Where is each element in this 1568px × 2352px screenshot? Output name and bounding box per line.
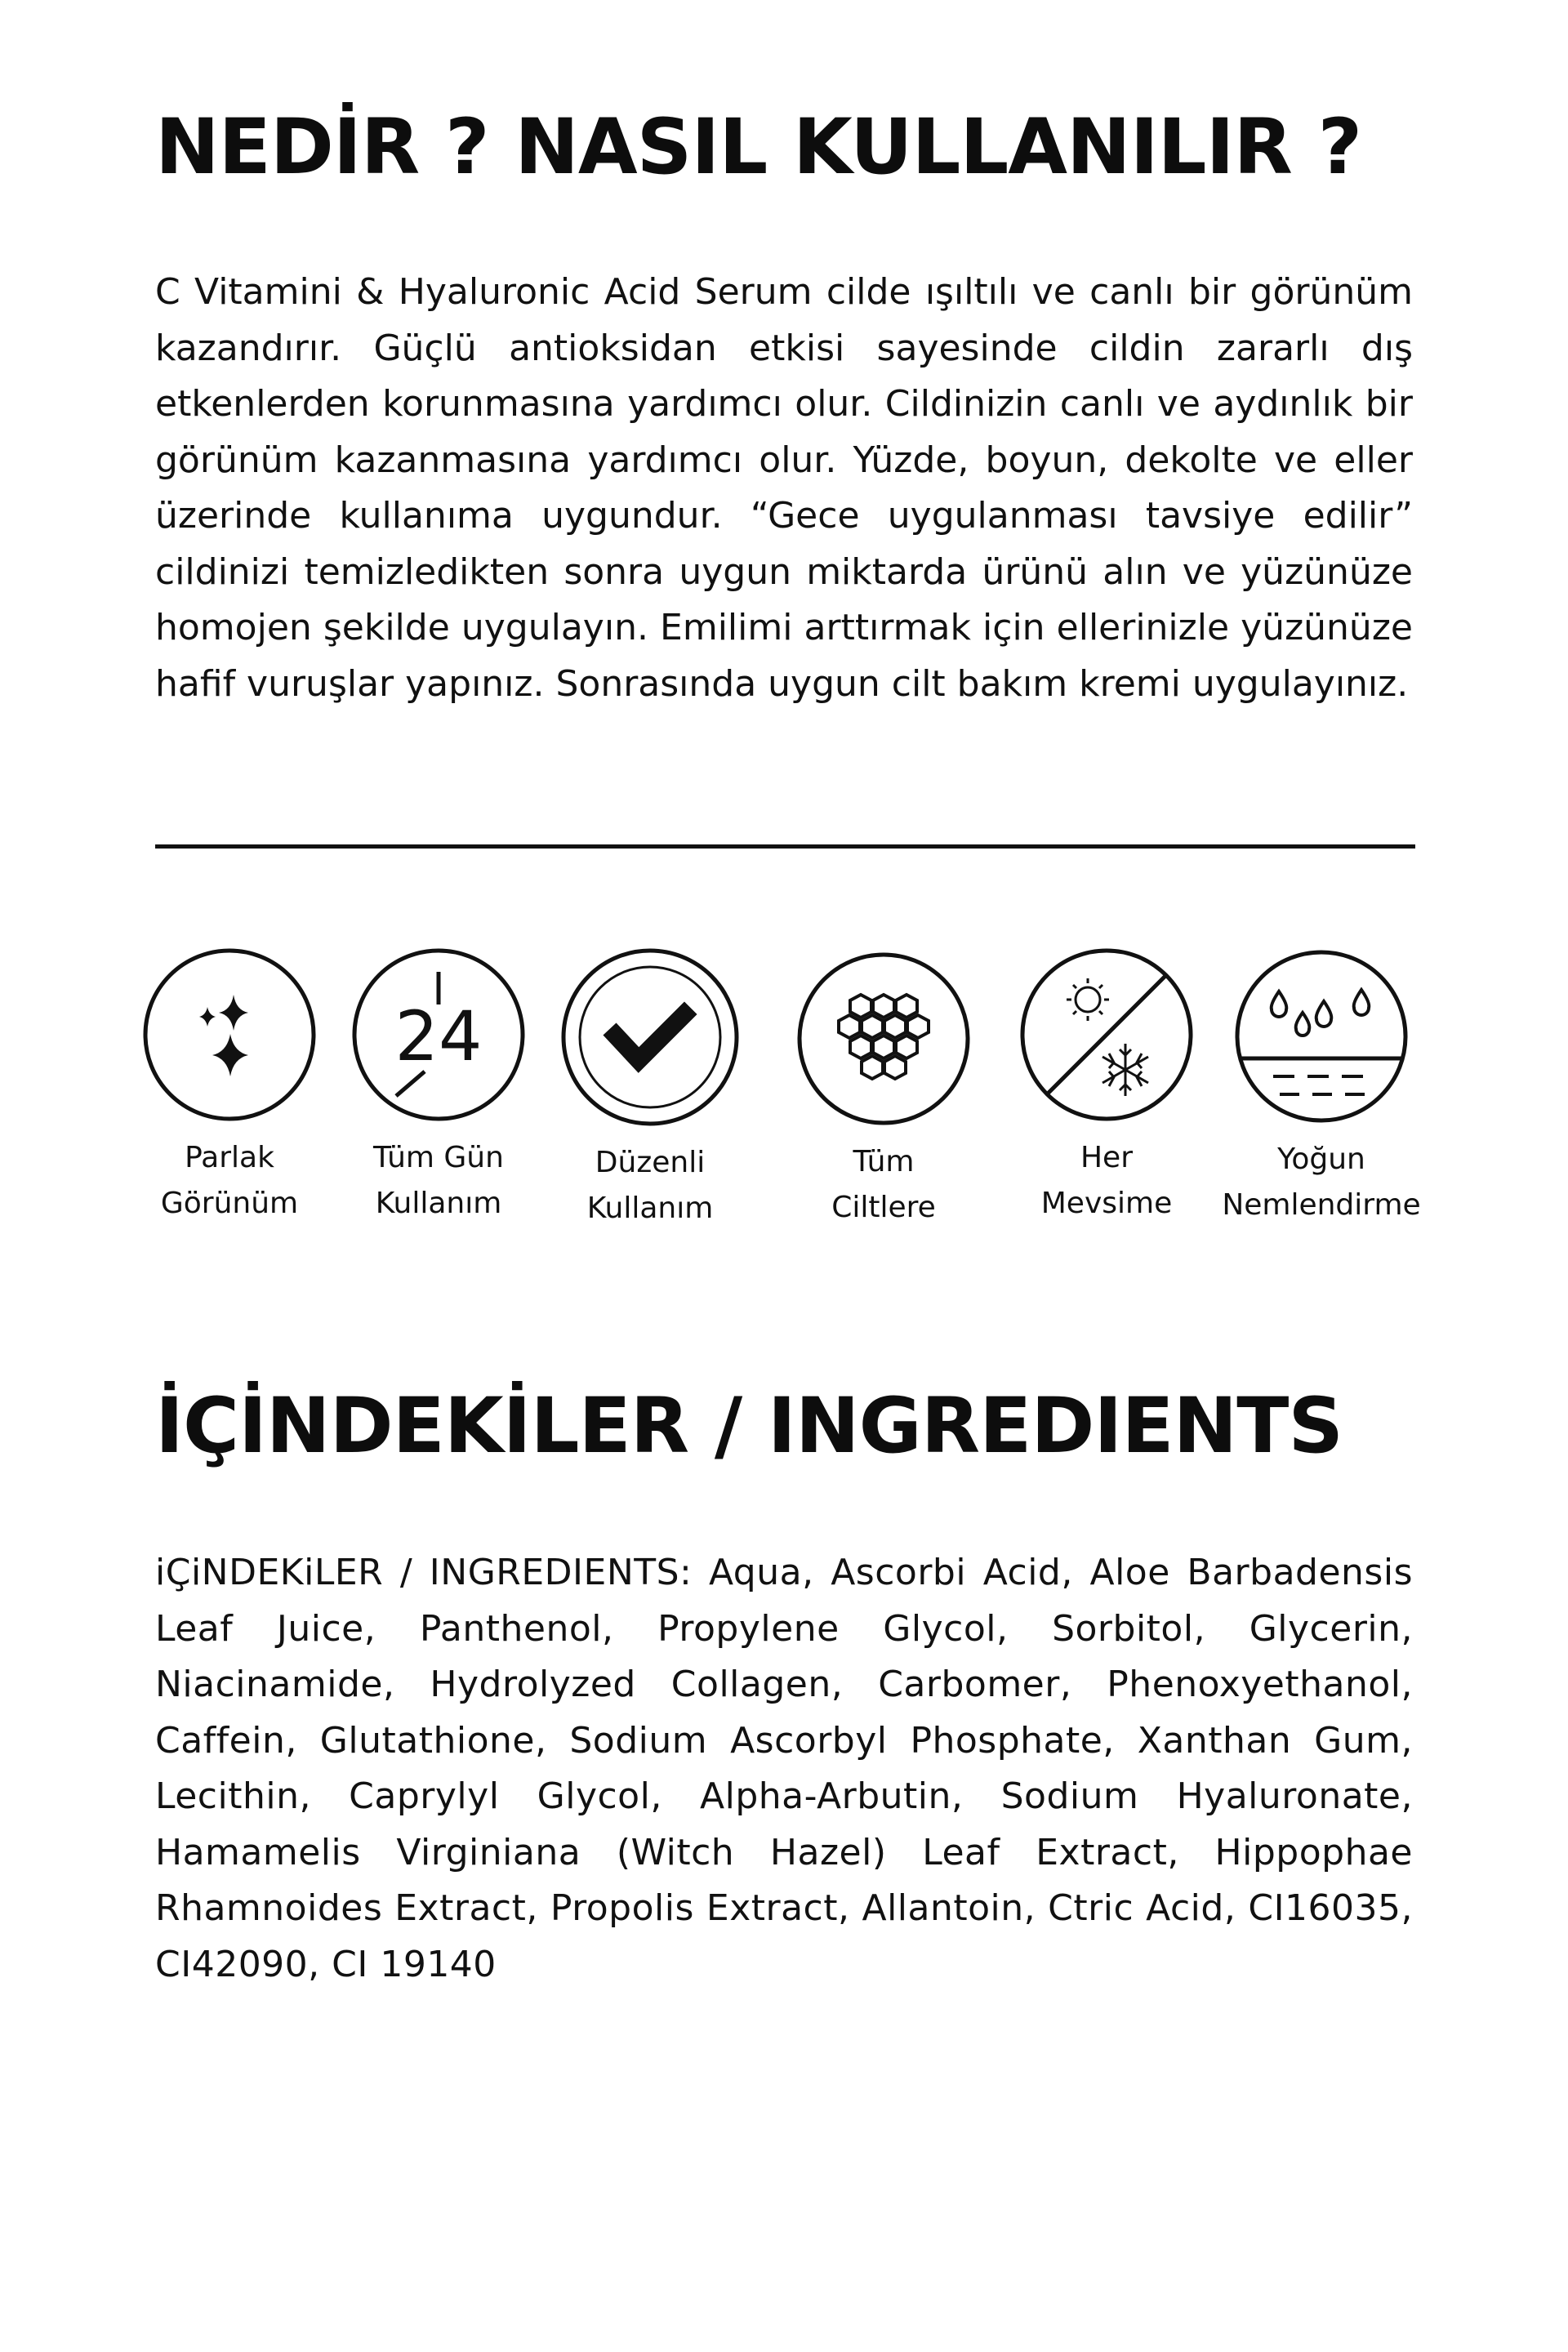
feature-label: Tüm Ciltlere xyxy=(831,1145,936,1224)
feature-label: Yoğun Nemlendirme xyxy=(1222,1143,1421,1222)
feature-label: Düzenli Kullanım xyxy=(586,1146,714,1225)
usage-description: C Vitamini & Hyaluronic Acid Serum cilde ışıltılı ve canlı bir görünüm kazandırır. Güçlü antioksidan etkisi sayesinde cildin zararlı dış etkenlerden korunmasına yardımcı olur. Cildinizin canlı ve aydınlık bir görünüm kazanmasına yardımcı olur. Yüzde, boyun, dekolte ve eller üzerinde kullanıma uygundur. “Gece uygulanması tavsiye edilir” cildinizi temizledikten sonra uygun miktarda ürünü alın ve yüzünüze homojen şekilde uygulayın. Emilimi arttırmak için ellerinizle yüzünüze hafif vuruşlar yapınız. Sonrasında uygun cilt bakım kremi uygulayınız. xyxy=(155,271,1413,705)
24-text: 24 xyxy=(394,996,483,1076)
section-divider xyxy=(155,844,1415,849)
24-hours-icon xyxy=(351,947,526,1122)
feature-yogun-nemlendirme xyxy=(1191,949,1452,1228)
feature-duzenli-kullanim xyxy=(519,947,781,1232)
feature-label: Her Mevsime xyxy=(1040,1141,1173,1220)
feature-tum-ciltlere xyxy=(753,951,1014,1231)
sparkles-icon xyxy=(142,947,317,1122)
feature-label: Parlak Görünüm xyxy=(160,1141,299,1220)
sun-snowflake-icon xyxy=(1019,947,1194,1122)
usage-title: NEDİR ? NASIL KULLANILIR ? xyxy=(155,103,1362,192)
ingredients-text: iÇiNDEKiLER / INGREDIENTS: Aqua, Ascorbi Acid, Aloe Barbadensis Leaf Juice, Panthenol, Propylene Glycol, Sorbitol, Glycerin, Niacinamide, Hydrolyzed Collagen, Carbomer, Phenoxyethanol, Caffein, Glutathione, Sodium Ascorbyl Phosphate, Xanthan Gum, Lecithin, Caprylyl Glycol, Alpha-Arbutin, Sodium Hyaluronate, Hamamelis Virginiana (Witch Hazel) Leaf Extract, Hippophae Rhamnoides Extract, Propolis Extract, Allantoin, Ctric Acid, CI16035, CI42090, CI 19140 xyxy=(155,1552,1413,1985)
feature-label: Tüm Gün Kullanım xyxy=(373,1141,504,1220)
checkmark-icon xyxy=(560,947,740,1127)
honeycomb-icon xyxy=(796,951,971,1126)
water-drops-icon xyxy=(1234,949,1409,1124)
ingredients-title: İÇİNDEKİLER / INGREDIENTS xyxy=(155,1382,1343,1471)
